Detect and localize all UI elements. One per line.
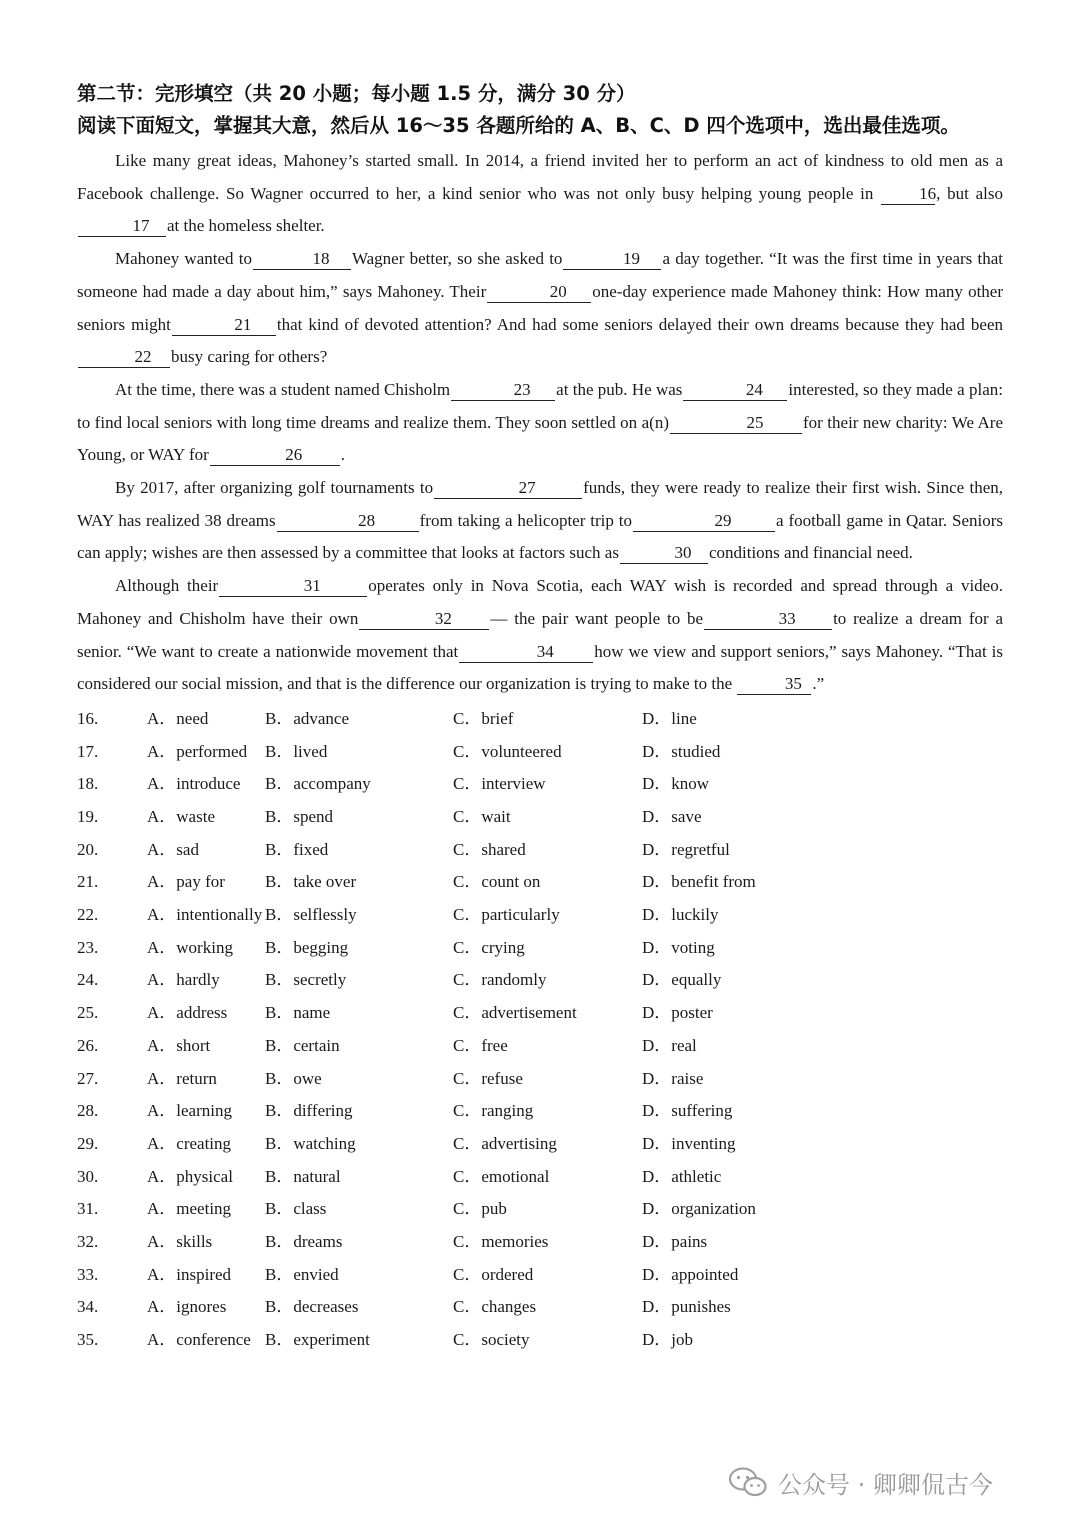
question-number: 31. — [77, 1199, 99, 1219]
option-c: C．interview — [453, 774, 546, 794]
option-b: B．advance — [265, 708, 350, 728]
question-number: 23. — [77, 937, 99, 957]
option-d: D．suffering — [642, 1101, 733, 1121]
instructions: 阅读下面短文，掌握其大意，然后从 16～35 各题所给的 A、B、C、D 四个选项中，选出最佳选项。 — [77, 114, 960, 137]
question-number: 20. — [77, 839, 99, 859]
paragraph-1 — [77, 145, 1003, 243]
option-d: D．studied — [642, 741, 721, 761]
option-a: A．hardly — [147, 970, 220, 990]
option-a: A．pay for — [147, 872, 225, 892]
question-row — [77, 1193, 1003, 1226]
option-c: C．shared — [453, 839, 526, 859]
question-number: 34. — [77, 1297, 99, 1317]
question-row — [77, 899, 1003, 932]
option-a: A．ignores — [147, 1297, 227, 1317]
question-number: 24. — [77, 970, 99, 990]
passage-text: from taking a helicopter trip to — [419, 510, 632, 530]
cloze-passage — [77, 145, 1003, 701]
passage-text: funds, they were ready to realize their first wish. Since then, WAY has realized 38 dreams — [77, 478, 1003, 530]
blank-34: 34 — [459, 642, 593, 663]
passage-text: busy caring for others? — [171, 347, 328, 367]
question-number: 19. — [77, 807, 99, 827]
blank-31: 31 — [219, 576, 367, 597]
question-row — [77, 736, 1003, 769]
option-a: A．physical — [147, 1166, 233, 1186]
option-b: B．fixed — [265, 839, 329, 859]
blank-19: 19 — [563, 249, 661, 270]
passage-text: how we view and support seniors,” says Mahoney. “That is considered our social mission, and that is the difference our organization is trying to make to the — [77, 641, 1003, 694]
paragraph-3 — [77, 374, 1003, 472]
option-b: B．spend — [265, 807, 333, 827]
option-c: C．emotional — [453, 1166, 550, 1186]
question-row — [77, 768, 1003, 801]
option-a: A．address — [147, 1003, 228, 1023]
option-c: C．free — [453, 1035, 508, 1055]
option-d: D．appointed — [642, 1264, 739, 1284]
passage-text: interested, so they made a plan: to find local seniors with long time dreams and realize them. They soon settled on a(n) — [77, 379, 1003, 432]
question-row — [77, 1161, 1003, 1194]
passage-text: a day together. “It was the first time in years that someone had made a day about him,” says Mahoney. Their — [77, 249, 1003, 301]
blank-20: 20 — [487, 282, 591, 303]
passage-text: at the homeless shelter. — [167, 216, 325, 236]
option-b: B．selflessly — [265, 905, 357, 925]
question-number: 33. — [77, 1264, 99, 1284]
question-row — [77, 997, 1003, 1030]
option-d: D．organization — [642, 1199, 756, 1219]
option-b: B．owe — [265, 1068, 322, 1088]
question-row — [77, 1291, 1003, 1324]
passage-text: Mahoney wanted to — [115, 249, 252, 269]
option-a: A．inspired — [147, 1264, 232, 1284]
question-number: 22. — [77, 905, 99, 925]
watermark — [728, 1462, 993, 1502]
option-d: D．save — [642, 807, 702, 827]
option-a: A．sad — [147, 839, 199, 859]
question-number: 18. — [77, 774, 99, 794]
option-b: B．accompany — [265, 774, 371, 794]
blank-17: 17 — [78, 216, 166, 237]
option-a: A．working — [147, 937, 233, 957]
passage-text: At the time, there was a student named Chisholm — [115, 379, 451, 399]
option-b: B．dreams — [265, 1231, 343, 1251]
blank-29: 29 — [633, 511, 775, 532]
option-c: C．ranging — [453, 1101, 534, 1121]
option-a: A．creating — [147, 1133, 232, 1153]
question-number: 27. — [77, 1068, 99, 1088]
question-row — [77, 932, 1003, 965]
exam-page — [77, 78, 1003, 1357]
blank-27: 27 — [434, 478, 582, 499]
blank-35: 35 — [737, 674, 811, 695]
passage-text: .” — [812, 674, 825, 694]
option-c: C．society — [453, 1330, 530, 1350]
option-a: A．learning — [147, 1101, 232, 1121]
option-b: B．lived — [265, 741, 328, 761]
option-c: C．changes — [453, 1297, 537, 1317]
blank-30: 30 — [620, 543, 708, 564]
option-a: A．short — [147, 1035, 211, 1055]
option-a: A．return — [147, 1068, 217, 1088]
passage-text: a football game in Qatar. Seniors can apply; wishes are then assessed by a committee that looks at factors such as — [77, 510, 1003, 563]
question-number: 30. — [77, 1166, 99, 1186]
option-c: C．brief — [453, 708, 514, 728]
paragraph-5 — [77, 570, 1003, 701]
question-number: 21. — [77, 872, 99, 892]
option-b: B．take over — [265, 872, 357, 892]
passage-text: at the pub. He was — [556, 379, 683, 399]
blank-16: 16 — [881, 184, 935, 205]
passage-text: that kind of devoted attention? And had some seniors delayed their own dreams because they had been — [276, 314, 1003, 334]
paragraph-2 — [77, 243, 1003, 374]
blank-21: 21 — [172, 315, 276, 336]
option-c: C．pub — [453, 1199, 507, 1219]
option-c: C．particularly — [453, 905, 560, 925]
passage-text: Although their — [115, 576, 219, 596]
option-c: C．advertising — [453, 1133, 557, 1153]
question-row — [77, 1030, 1003, 1063]
option-a: A．performed — [147, 741, 248, 761]
option-b: B．watching — [265, 1133, 356, 1153]
option-d: D．punishes — [642, 1297, 731, 1317]
section-title: 第二节：完形填空（共 20 小题；每小题 1.5 分，满分 30 分） — [77, 82, 636, 105]
option-d: D．luckily — [642, 905, 719, 925]
option-c: C．crying — [453, 937, 525, 957]
option-c: C．count on — [453, 872, 541, 892]
option-d: D．voting — [642, 937, 715, 957]
option-b: B．decreases — [265, 1297, 359, 1317]
wechat-icon — [728, 1467, 768, 1497]
passage-text: to realize a dream for a senior. “We want to create a nationwide movement that — [77, 608, 1003, 661]
blank-23: 23 — [451, 380, 555, 401]
option-d: D．real — [642, 1035, 697, 1055]
option-a: A．introduce — [147, 774, 241, 794]
option-b: B．certain — [265, 1035, 340, 1055]
question-row — [77, 964, 1003, 997]
option-c: C．memories — [453, 1231, 549, 1251]
option-d: D．benefit from — [642, 872, 756, 892]
option-c: C．wait — [453, 807, 511, 827]
option-d: D．poster — [642, 1003, 713, 1023]
option-c: C．randomly — [453, 970, 547, 990]
question-number: 17. — [77, 741, 99, 761]
option-c: C．volunteered — [453, 741, 562, 761]
question-row — [77, 1128, 1003, 1161]
blank-24: 24 — [683, 380, 787, 401]
question-number: 32. — [77, 1231, 99, 1251]
option-b: B．class — [265, 1199, 327, 1219]
option-d: D．job — [642, 1330, 693, 1350]
option-c: C．advertisement — [453, 1003, 577, 1023]
question-row — [77, 834, 1003, 867]
question-row — [77, 1226, 1003, 1259]
paragraph-4 — [77, 472, 1003, 570]
passage-text: conditions and financial need. — [708, 543, 913, 563]
option-a: A．skills — [147, 1231, 213, 1251]
option-d: D．regretful — [642, 839, 730, 859]
question-number: 28. — [77, 1101, 99, 1121]
question-row — [77, 1259, 1003, 1292]
option-a: A．conference — [147, 1330, 251, 1350]
option-b: B．begging — [265, 937, 349, 957]
question-row — [77, 866, 1003, 899]
passage-text: . — [340, 445, 346, 465]
option-b: B．differing — [265, 1101, 353, 1121]
passage-text: By 2017, after organizing golf tournaments to — [115, 478, 434, 498]
option-d: D．raise — [642, 1068, 704, 1088]
option-a: A．intentionally — [147, 905, 263, 925]
option-c: C．ordered — [453, 1264, 534, 1284]
blank-33: 33 — [704, 609, 832, 630]
option-b: B．experiment — [265, 1330, 370, 1350]
passage-text: one-day experience made Mahoney think: How many other seniors might — [77, 281, 1003, 334]
passage-text: for their new charity: We Are Young, or WAY for — [77, 412, 1003, 465]
blank-28: 28 — [277, 511, 419, 532]
option-d: D．pains — [642, 1231, 708, 1251]
option-b: B．natural — [265, 1166, 341, 1186]
question-number: 35. — [77, 1330, 99, 1350]
question-number: 25. — [77, 1003, 99, 1023]
option-d: D．equally — [642, 970, 722, 990]
blank-26: 26 — [210, 445, 340, 466]
passage-text: Like many great ideas, Mahoney’s started small. In 2014, a friend invited her to perform an act of kindness to old men as a Facebook challenge. So Wagner occurred to her, a kind senior who was not only busy helping young people in — [77, 151, 1003, 203]
question-row — [77, 703, 1003, 736]
question-row — [77, 1324, 1003, 1357]
question-number: 26. — [77, 1035, 99, 1055]
passage-text: , but also — [936, 183, 1003, 203]
question-number: 16. — [77, 708, 99, 728]
option-d: D．inventing — [642, 1133, 736, 1153]
blank-22: 22 — [78, 347, 170, 368]
option-d: D．know — [642, 774, 710, 794]
watermark-text: 公众号 · 卿卿侃古今 — [778, 1470, 993, 1499]
question-number: 29. — [77, 1133, 99, 1153]
blank-18: 18 — [253, 249, 351, 270]
passage-text: — the pair want people to be — [490, 608, 704, 628]
option-a: A．meeting — [147, 1199, 232, 1219]
option-b: B．envied — [265, 1264, 339, 1284]
option-a: A．waste — [147, 807, 215, 827]
option-c: C．refuse — [453, 1068, 523, 1088]
passage-text: operates only in Nova Scotia, each WAY wish is recorded and spread through a video. Mahoney and Chisholm have their own — [77, 576, 1003, 628]
question-row — [77, 1095, 1003, 1128]
option-b: B．secretly — [265, 970, 347, 990]
question-row — [77, 801, 1003, 834]
answer-options — [77, 703, 1003, 1357]
option-a: A．need — [147, 708, 209, 728]
question-row — [77, 1063, 1003, 1096]
blank-25: 25 — [670, 413, 802, 434]
option-d: D．athletic — [642, 1166, 722, 1186]
passage-text: Wagner better, so she asked to — [351, 249, 563, 269]
blank-32: 32 — [359, 609, 489, 630]
option-d: D．line — [642, 708, 697, 728]
option-b: B．name — [265, 1003, 331, 1023]
